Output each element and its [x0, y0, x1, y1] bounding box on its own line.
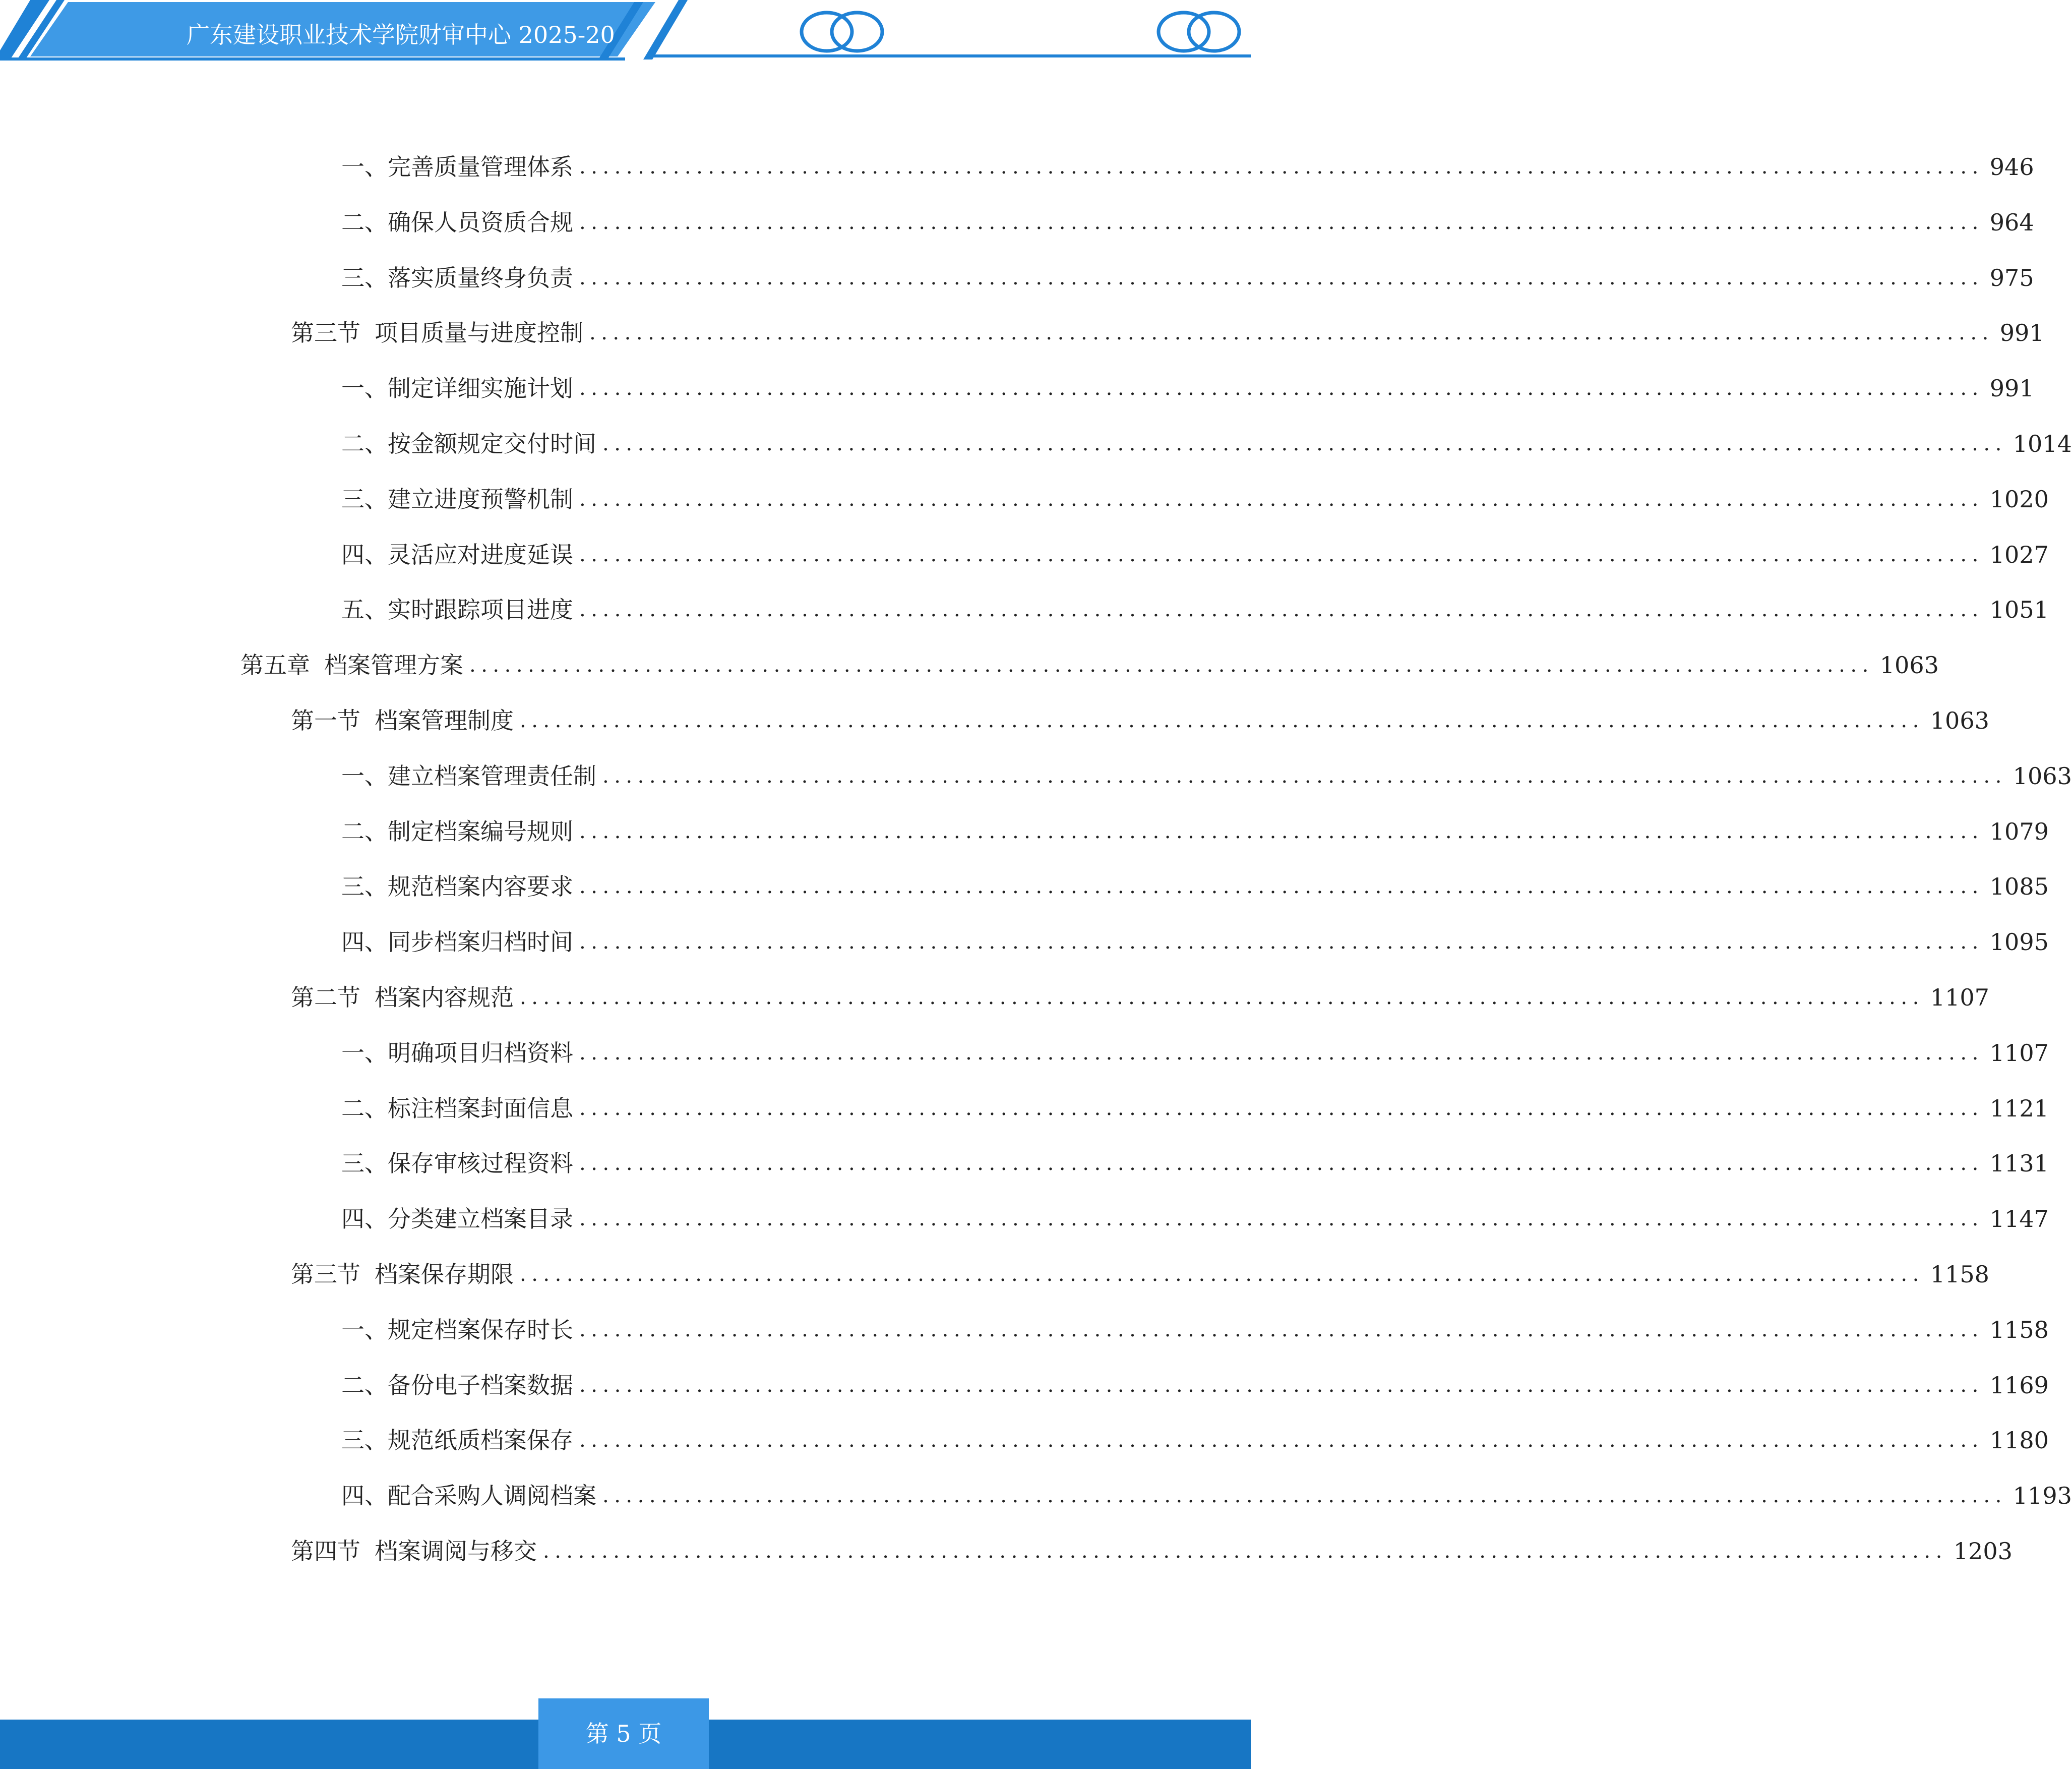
toc-entry-page: 1131 — [1989, 1150, 2049, 1177]
toc-leader-dots: ........................................................................................................................ — [579, 598, 1984, 621]
toc-entry-page: 1063 — [2013, 762, 2072, 790]
toc-entry-page: 1063 — [1930, 707, 1989, 734]
toc-entry-page: 991 — [1989, 375, 2034, 402]
toc-leader-dots: ........................................................................................................................ — [579, 1207, 1984, 1230]
toc-entry-page: 1085 — [1989, 873, 2049, 900]
toc-entry[interactable] — [341, 592, 2049, 627]
toc-entry-number: 四、 — [341, 1205, 388, 1232]
toc-entry-number: 第一节 — [291, 707, 360, 734]
toc-entry-page: 1158 — [1989, 1316, 2049, 1343]
toc-entry-title: 规范纸质档案保存 — [388, 1427, 573, 1454]
toc-entry-title: 按金额规定交付时间 — [388, 430, 596, 457]
toc-entry-title: 项目质量与进度控制 — [375, 319, 583, 346]
toc-leader-dots: ........................................................................................................................ — [520, 709, 1924, 732]
toc-leader-dots: ........................................................................................................................ — [579, 930, 1984, 954]
toc-entry-title: 档案保存期限 — [375, 1261, 514, 1288]
toc-entry[interactable] — [341, 260, 2034, 296]
toc-entry[interactable] — [341, 814, 2049, 849]
toc-entry-title: 档案内容规范 — [375, 984, 514, 1011]
toc-entry-number: 第五章 — [240, 652, 310, 679]
toc-entry-title: 档案调阅与移交 — [375, 1538, 537, 1565]
toc-entry-title: 同步档案归档时间 — [388, 928, 573, 956]
toc-entry[interactable] — [341, 1035, 2049, 1071]
toc-entry[interactable] — [341, 1368, 2049, 1403]
toc-entry-page: 1079 — [1989, 818, 2049, 845]
toc-leader-dots: ........................................................................................................................ — [579, 543, 1984, 566]
header-title: 广东建设职业技术学院财审中心 2025-20 — [187, 21, 615, 48]
toc-entry-page: 1121 — [1989, 1095, 2049, 1122]
toc-entry-title: 规范档案内容要求 — [388, 873, 573, 900]
toc-entry-number: 二、 — [341, 430, 388, 457]
toc-entry[interactable] — [341, 1423, 2049, 1458]
toc-entry-title: 灵活应对进度延误 — [388, 541, 573, 568]
toc-entry[interactable] — [341, 1091, 2049, 1126]
toc-entry-number: 三、 — [341, 1150, 388, 1177]
toc-leader-dots: ........................................................................................................................ — [579, 1097, 1984, 1120]
toc-entry-page: 946 — [1989, 153, 2034, 181]
page-number: 第 5 页 — [538, 1698, 709, 1769]
toc-entry[interactable] — [291, 315, 2044, 350]
toc-entry-number: 三、 — [341, 873, 388, 900]
toc-entry-title: 配合采购人调阅档案 — [388, 1482, 596, 1509]
toc-entry-page: 1180 — [1989, 1427, 2049, 1454]
toc-entry-number: 四、 — [341, 928, 388, 956]
toc-entry[interactable] — [341, 537, 2049, 572]
toc-leader-dots: ........................................................................................................................ — [579, 1374, 1984, 1397]
toc-leader-dots: ........................................................................................................................ — [579, 155, 1984, 179]
toc-entry-page: 1147 — [1989, 1205, 2049, 1232]
toc-entry-title: 建立档案管理责任制 — [388, 762, 596, 790]
toc-leader-dots: ........................................................................................................................ — [579, 875, 1984, 898]
toc-entry[interactable] — [341, 1478, 2072, 1513]
toc-entry-page: 1063 — [1879, 652, 1939, 679]
toc-leader-dots: ........................................................................................................................ — [602, 1484, 2007, 1507]
toc-entry-number: 五、 — [341, 596, 388, 623]
toc-entry[interactable] — [341, 1146, 2049, 1181]
toc-entry[interactable] — [341, 149, 2034, 185]
toc-entry[interactable] — [341, 924, 2049, 960]
toc-entry-title: 标注档案封面信息 — [388, 1095, 573, 1122]
toc-entry-number: 第四节 — [291, 1538, 360, 1565]
toc-entry-page: 1014 — [2013, 430, 2072, 457]
toc-entry-page: 1107 — [1989, 1039, 2049, 1067]
toc-entry[interactable] — [341, 1201, 2049, 1236]
toc-entry[interactable] — [341, 869, 2049, 904]
toc-entry-title: 落实质量终身负责 — [388, 264, 573, 291]
toc-entry[interactable] — [341, 205, 2034, 240]
toc-entry[interactable] — [240, 647, 1939, 683]
toc-entry-title: 规定档案保存时长 — [388, 1316, 573, 1343]
toc-leader-dots: ........................................................................................................................ — [579, 266, 1984, 289]
toc-entry-number: 四、 — [341, 541, 388, 568]
toc-entry-page: 1169 — [1989, 1372, 2049, 1399]
toc-entry-number: 三、 — [341, 1427, 388, 1454]
toc-leader-dots: ........................................................................................................................ — [579, 1041, 1984, 1065]
toc-leader-dots: ........................................................................................................................ — [469, 654, 1874, 677]
toc-entry-number: 一、 — [341, 762, 388, 790]
toc-leader-dots: ........................................................................................................................ — [589, 321, 1994, 344]
toc-entry-title: 实时跟踪项目进度 — [388, 596, 573, 623]
toc-entry[interactable] — [341, 371, 2034, 406]
toc-leader-dots: ........................................................................................................................ — [602, 764, 2007, 788]
toc-entry[interactable] — [341, 426, 2072, 461]
toc-entry-number: 三、 — [341, 264, 388, 291]
toc-leader-dots: ........................................................................................................................ — [579, 211, 1984, 234]
toc-entry-title: 制定详细实施计划 — [388, 375, 573, 402]
toc-entry-page: 991 — [1999, 319, 2044, 346]
toc-entry-title: 档案管理制度 — [375, 707, 514, 734]
toc-leader-dots: ........................................................................................................................ — [520, 986, 1924, 1009]
toc-entry-page: 1020 — [1989, 486, 2049, 513]
toc-entry-title: 建立进度预警机制 — [388, 486, 573, 513]
toc-entry-title: 分类建立档案目录 — [388, 1205, 573, 1232]
toc-entry[interactable] — [291, 703, 1989, 738]
toc-entry-number: 二、 — [341, 818, 388, 845]
toc-leader-dots: ........................................................................................................................ — [579, 377, 1984, 400]
toc-leader-dots: ........................................................................................................................ — [520, 1263, 1924, 1286]
toc-entry-number: 四、 — [341, 1482, 388, 1509]
toc-entry-page: 1107 — [1930, 984, 1989, 1011]
toc-entry-page: 1027 — [1989, 541, 2049, 568]
toc-leader-dots: ........................................................................................................................ — [602, 432, 2007, 455]
toc-leader-dots: ........................................................................................................................ — [579, 488, 1984, 511]
toc-entry-number: 第三节 — [291, 1261, 360, 1288]
toc-entry[interactable] — [341, 482, 2049, 517]
toc-leader-dots: ........................................................................................................................ — [579, 1429, 1984, 1452]
toc-entry-title: 明确项目归档资料 — [388, 1039, 573, 1067]
toc-leader-dots: ........................................................................................................................ — [579, 1318, 1984, 1341]
toc-entry[interactable] — [341, 758, 2072, 794]
toc-entry[interactable] — [291, 980, 1989, 1015]
toc-entry-page: 1158 — [1930, 1261, 1989, 1288]
toc-entry-number: 二、 — [341, 1095, 388, 1122]
toc-entry-page: 1095 — [1989, 928, 2049, 956]
toc-entry-number: 第三节 — [291, 319, 360, 346]
toc-entry-page: 1203 — [1953, 1538, 2013, 1565]
toc-entry-title: 保存审核过程资料 — [388, 1150, 573, 1177]
toc-entry-page: 1193 — [2013, 1482, 2072, 1509]
toc-entry[interactable] — [341, 1312, 2049, 1347]
toc-entry[interactable] — [291, 1257, 1989, 1292]
toc-entry-number: 三、 — [341, 486, 388, 513]
toc-entry-number: 第二节 — [291, 984, 360, 1011]
toc-leader-dots: ........................................................................................................................ — [543, 1540, 1947, 1563]
toc-entry-number: 一、 — [341, 1039, 388, 1067]
toc-entry-number: 一、 — [341, 153, 388, 181]
toc-entry-number: 一、 — [341, 375, 388, 402]
toc-entry-title: 制定档案编号规则 — [388, 818, 573, 845]
toc-entry-title: 备份电子档案数据 — [388, 1372, 573, 1399]
toc-entry[interactable] — [291, 1534, 2013, 1569]
toc-entry-number: 二、 — [341, 1372, 388, 1399]
toc-entry-number: 二、 — [341, 209, 388, 236]
toc-entry-number: 一、 — [341, 1316, 388, 1343]
toc-entry-page: 975 — [1989, 264, 2034, 291]
toc-entry-title: 完善质量管理体系 — [388, 153, 573, 181]
toc-entry-page: 1051 — [1989, 596, 2049, 623]
toc-entry-title: 确保人员资质合规 — [388, 209, 573, 236]
toc-entry-page: 964 — [1989, 209, 2034, 236]
toc-leader-dots: ........................................................................................................................ — [579, 820, 1984, 843]
toc-entry-title: 档案管理方案 — [324, 652, 463, 679]
toc-leader-dots: ........................................................................................................................ — [579, 1152, 1984, 1175]
